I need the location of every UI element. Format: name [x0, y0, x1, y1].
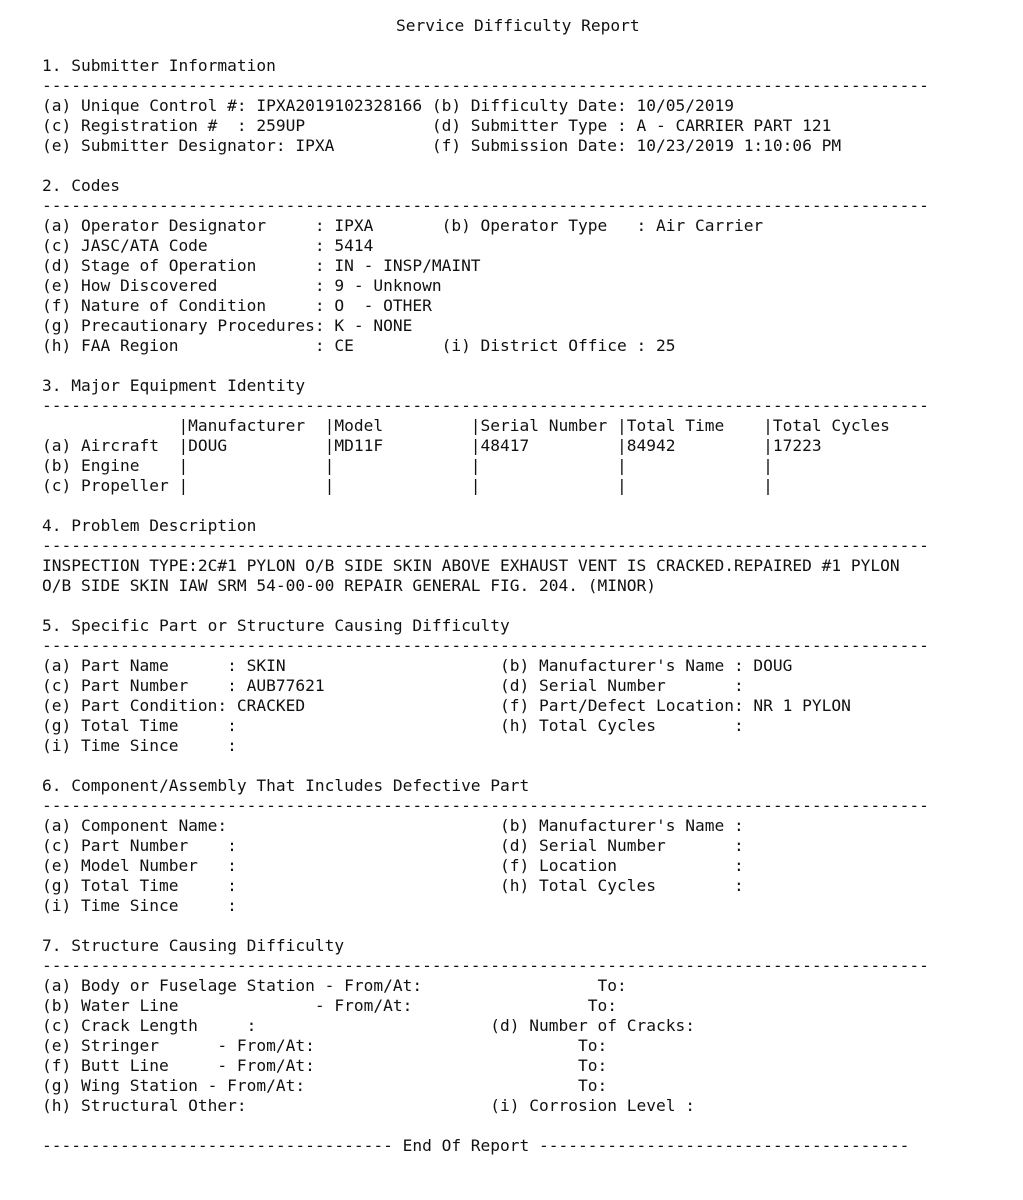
report-field-line: (c) JASC/ATA Code : 5414 — [42, 236, 374, 255]
section-heading: 6. Component/Assembly That Includes Defective Part — [42, 776, 530, 795]
report-field-line: (a) Part Name : SKIN (b) Manufacturer's Name : DOUG — [42, 656, 793, 675]
section-heading: 1. Submitter Information — [42, 56, 276, 75]
section-7 — [42, 936, 1002, 1136]
report-field-line: (c) Crack Length : (d) Number of Cracks: — [42, 1016, 695, 1035]
section-separator: ------------------------------------------------------------------------------------------- — [42, 536, 929, 555]
report-field-line: (i) Time Since : — [42, 736, 237, 755]
section-separator: ------------------------------------------------------------------------------------------- — [42, 196, 929, 215]
report-field-line: (b) Water Line - From/At: To: — [42, 996, 617, 1015]
section-2 — [42, 176, 1002, 376]
report-field-line: (a) Component Name: (b) Manufacturer's Name : — [42, 816, 744, 835]
section-1 — [42, 56, 1002, 176]
report-field-line: (e) Model Number : (f) Location : — [42, 856, 744, 875]
report-field-line: (f) Nature of Condition : O - OTHER — [42, 296, 432, 315]
report-field-line: (e) Submitter Designator: IPXA (f) Submission Date: 10/23/2019 1:10:06 PM — [42, 136, 842, 155]
report-field-line: O/B SIDE SKIN IAW SRM 54-00-00 REPAIR GENERAL FIG. 204. (MINOR) — [42, 576, 656, 595]
report-field-line: INSPECTION TYPE:2C#1 PYLON O/B SIDE SKIN ABOVE EXHAUST VENT IS CRACKED.REPAIRED #1 PYLON — [42, 556, 900, 575]
report-field-line: (g) Total Time : (h) Total Cycles : — [42, 876, 744, 895]
report-title: Service Difficulty Report — [396, 16, 640, 35]
section-heading: 7. Structure Causing Difficulty — [42, 936, 345, 955]
report-field-line: (c) Propeller | | | | | — [42, 476, 773, 495]
section-heading: 4. Problem Description — [42, 516, 257, 535]
report-field-line: (f) Butt Line - From/At: To: — [42, 1056, 608, 1075]
section-separator: ------------------------------------------------------------------------------------------- — [42, 796, 929, 815]
report-field-line: (i) Time Since : — [42, 896, 237, 915]
report-field-line: (a) Body or Fuselage Station - From/At: To: — [42, 976, 627, 995]
report-field-line: (b) Engine | | | | | — [42, 456, 773, 475]
section-3 — [42, 376, 1002, 516]
report-field-line: (c) Part Number : AUB77621 (d) Serial Number : — [42, 676, 744, 695]
section-heading: 2. Codes — [42, 176, 120, 195]
report-field-line: (g) Wing Station - From/At: To: — [42, 1076, 608, 1095]
report-field-line: (e) How Discovered : 9 - Unknown — [42, 276, 442, 295]
report-field-line: |Manufacturer |Model |Serial Number |Total Time |Total Cycles — [42, 416, 890, 435]
end-of-report-line: ------------------------------------ End Of Report -------------------------------------- — [42, 1136, 910, 1155]
section-separator: ------------------------------------------------------------------------------------------- — [42, 636, 929, 655]
report-field-line: (h) Structural Other: (i) Corrosion Level : — [42, 1096, 695, 1115]
section-separator: ------------------------------------------------------------------------------------------- — [42, 956, 929, 975]
report-field-line: (d) Stage of Operation : IN - INSP/MAINT — [42, 256, 481, 275]
report-field-line: (a) Unique Control #: IPXA2019102328166 (b) Difficulty Date: 10/05/2019 — [42, 96, 734, 115]
section-separator: ------------------------------------------------------------------------------------------- — [42, 396, 929, 415]
section-heading: 3. Major Equipment Identity — [42, 376, 306, 395]
report-field-line: (g) Total Time : (h) Total Cycles : — [42, 716, 744, 735]
report-field-line: (c) Part Number : (d) Serial Number : — [42, 836, 744, 855]
section-5 — [42, 616, 1002, 776]
section-heading: 5. Specific Part or Structure Causing Difficulty — [42, 616, 510, 635]
section-4 — [42, 516, 1002, 616]
report-field-line: (e) Part Condition: CRACKED (f) Part/Defect Location: NR 1 PYLON — [42, 696, 851, 715]
section-6 — [42, 776, 1002, 936]
report-field-line: (h) FAA Region : CE (i) District Office : 25 — [42, 336, 676, 355]
report-field-line: (g) Precautionary Procedures: K - NONE — [42, 316, 413, 335]
report-field-line: (a) Aircraft |DOUG |MD11F |48417 |84942 |17223 — [42, 436, 822, 455]
report-field-line: (e) Stringer - From/At: To: — [42, 1036, 608, 1055]
report-sections — [42, 56, 1002, 1136]
report-field-line: (c) Registration # : 259UP (d) Submitter Type : A - CARRIER PART 121 — [42, 116, 832, 135]
section-separator: ------------------------------------------------------------------------------------------- — [42, 76, 929, 95]
report-field-line: (a) Operator Designator : IPXA (b) Operator Type : Air Carrier — [42, 216, 764, 235]
service-difficulty-report — [42, 16, 1002, 1156]
